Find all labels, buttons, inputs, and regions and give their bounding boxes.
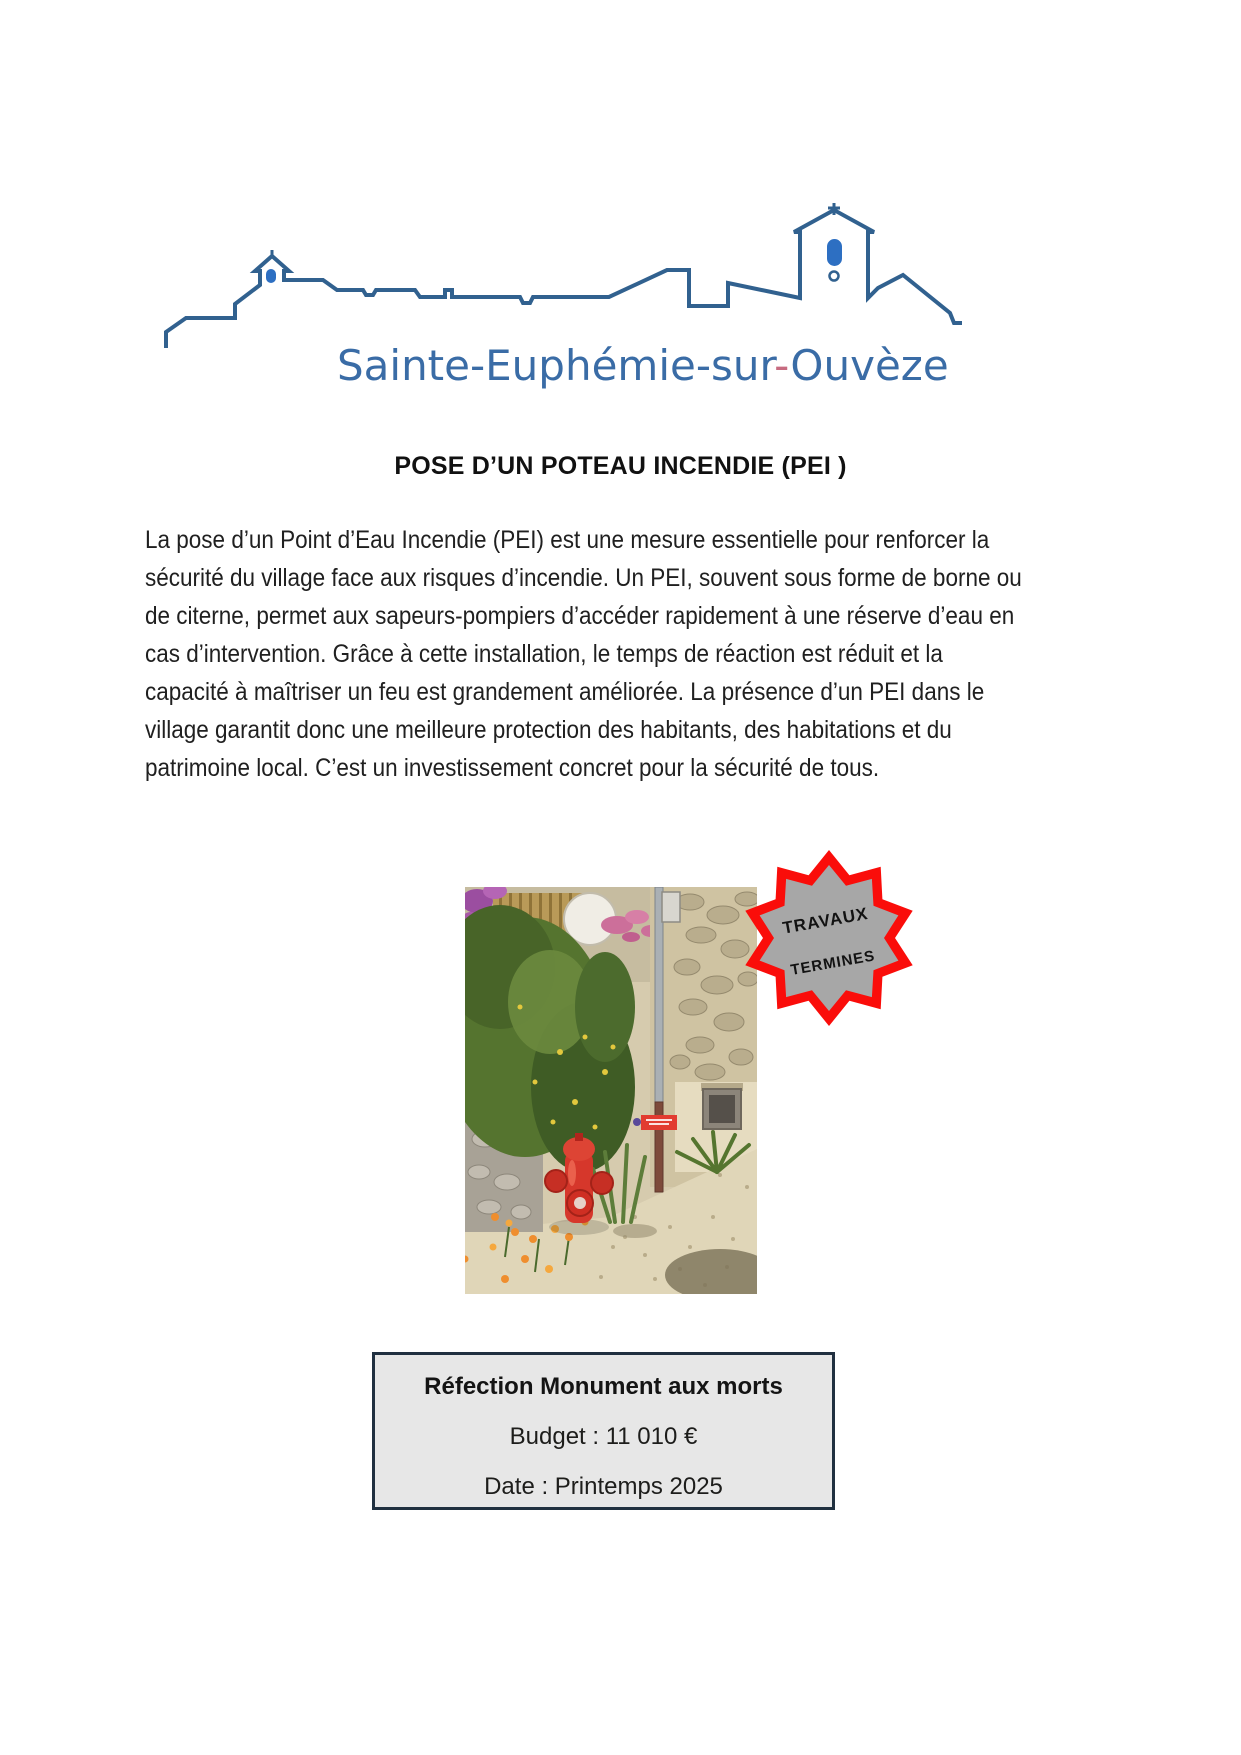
page-title: POSE D’UN POTEAU INCENDIE (PEI ) <box>394 452 847 480</box>
badge-line2: TERMINES <box>789 947 877 979</box>
info-box-budget: Budget : 11 010 € <box>509 1423 698 1450</box>
paragraph-line: capacité à maîtriser un feu est grandement améliorée. La présence d’un PEI dans le <box>145 678 985 706</box>
info-box-date: Date : Printemps 2025 <box>484 1473 723 1500</box>
paragraph-line: cas d’intervention. Grâce à cette installation, le temps de réaction est réduit et la <box>145 640 943 668</box>
church-clock <box>830 272 839 281</box>
body-paragraph <box>145 521 1022 787</box>
skyline-outline <box>166 210 962 346</box>
paragraph-line: patrimoine local. C’est un investissement concret pour la sécurité de tous. <box>145 754 880 782</box>
paragraph-line: village garantit donc une meilleure protection des habitants, des habitations et du <box>145 716 952 744</box>
commune-name-part1: Sainte-Euphémie-sur <box>337 341 775 390</box>
wall-window <box>701 1083 743 1129</box>
church-window <box>827 239 842 266</box>
village-skyline-icon <box>162 183 962 348</box>
works-finished-badge <box>733 846 925 1030</box>
bell-tower-window <box>266 269 276 283</box>
commune-name <box>337 341 949 390</box>
commune-name-part2: Ouvèze <box>790 341 949 390</box>
project-info-box <box>372 1352 835 1510</box>
hydrant-photo <box>465 887 757 1294</box>
paragraph-line: de citerne, permet aux sapeurs-pompiers d’accéder rapidement à une réserve d’eau en <box>145 602 1015 630</box>
info-box-title: Réfection Monument aux morts <box>424 1373 783 1400</box>
paragraph-line: La pose d’un Point d’Eau Incendie (PEI) est une mesure essentielle pour renforcer la <box>145 526 990 554</box>
paragraph-line: sécurité du village face aux risques d’incendie. Un PEI, souvent sous forme de borne ou <box>145 564 1022 592</box>
badge-line1: TRAVAUX <box>781 903 870 938</box>
commune-name-accent-hyphen: - <box>774 341 791 390</box>
